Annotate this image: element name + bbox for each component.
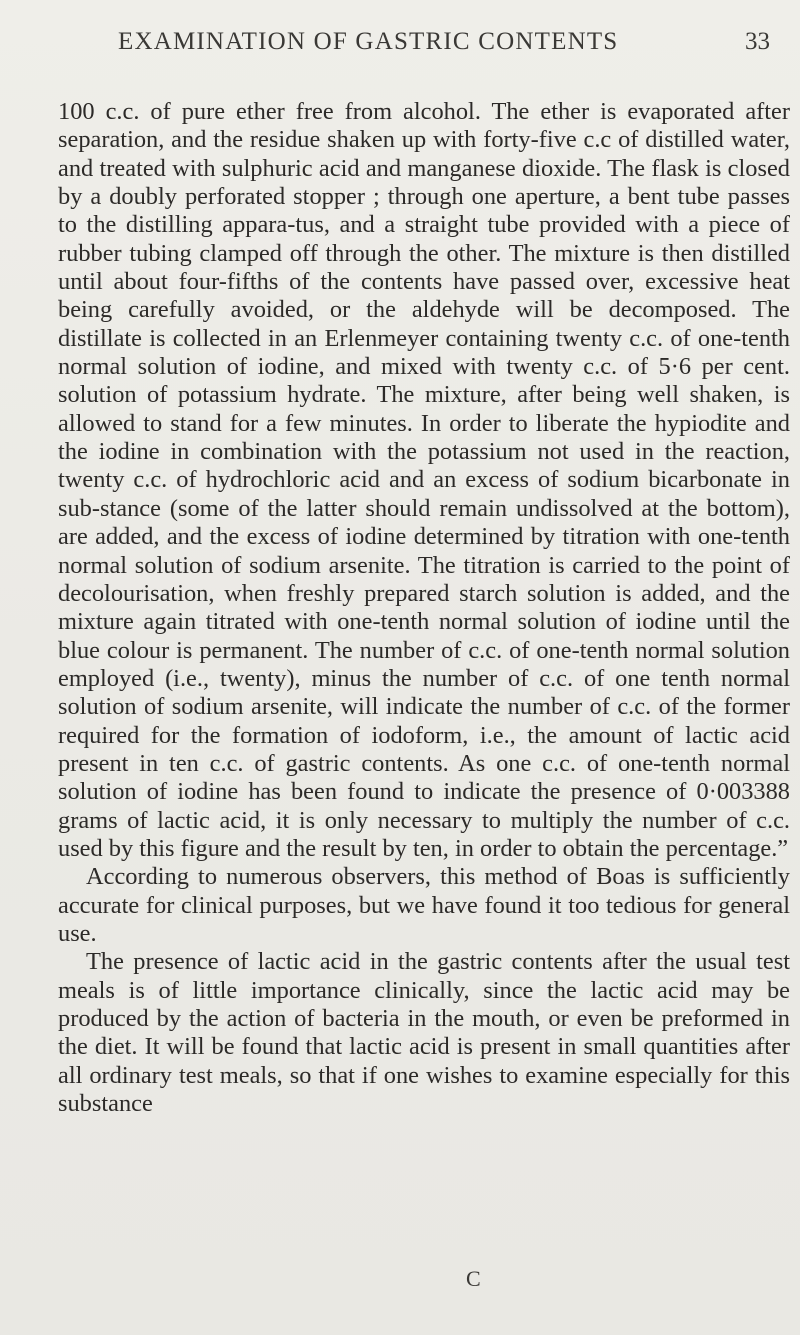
paragraph-lactic-acid: The presence of lactic acid in the gastric contents after the usual test meals is of little importance clinically, since the lactic acid may be produced by the action of bacteria in the mouth, or even be preformed in the diet. It will be found that lactic acid is present in small quantities after all ordinary test meals, so that if one wishes to examine especially for this substance xyxy=(58,948,790,1118)
page-header xyxy=(118,28,770,64)
paragraph-boas-method: According to numerous observers, this method of Boas is sufficiently accurate for clinical purposes, but we have found it too tedious for general use. xyxy=(58,863,790,947)
signature-mark: C xyxy=(466,1266,481,1291)
body-text xyxy=(58,98,790,1118)
page-number: 33 xyxy=(745,28,770,55)
running-head: EXAMINATION OF GASTRIC CONTENTS xyxy=(118,28,619,55)
paragraph-continuation: 100 c.c. of pure ether free from alcohol. The ether is evaporated after separation, and the residue shaken up with forty-five c.c of distilled water, and treated with sulphuric acid and manganese dioxide. The flask is closed by a doubly perforated stopper ; through one aperture, a bent tube passes to the distilling appara-tus, and a straight tube provided with a piece of rubber tubing clamped off through the other. The mixture is then distilled until about four-fifths of the contents have passed over, excessive heat being carefully avoided, or the aldehyde will be decomposed. The distillate is collected in an Erlenmeyer containing twenty c.c. of one-tenth normal solution of iodine, and mixed with twenty c.c. of 5·6 per cent. solution of potassium hydrate. The mixture, after being well shaken, is allowed to stand for a few minutes. In order to liberate the hypiodite and the iodine in combination with the potassium not used in the reaction, twenty c.c. of hydrochloric acid and an excess of sodium bicarbonate in sub-stance (some of the latter should remain undissolved at the bottom), are added, and the excess of iodine determined by titration with one-tenth normal solution of sodium arsenite. The titration is carried to the point of decolourisation, when freshly prepared starch solution is added, and the mixture again titrated with one-tenth normal solution of iodine until the blue colour is permanent. The number of c.c. of one-tenth normal solution employed (i.e., twenty), minus the number of c.c. of one tenth normal solution of sodium arsenite, will indicate the number of c.c. of the former required for the formation of iodoform, i.e., the amount of lactic acid present in ten c.c. of gastric contents. As one c.c. of one-tenth normal solution of iodine has been found to indicate the presence of 0·003388 grams of lactic acid, it is only necessary to multiply the number of c.c. used by this figure and the result by ten, in order to obtain the percentage.” xyxy=(58,98,790,862)
